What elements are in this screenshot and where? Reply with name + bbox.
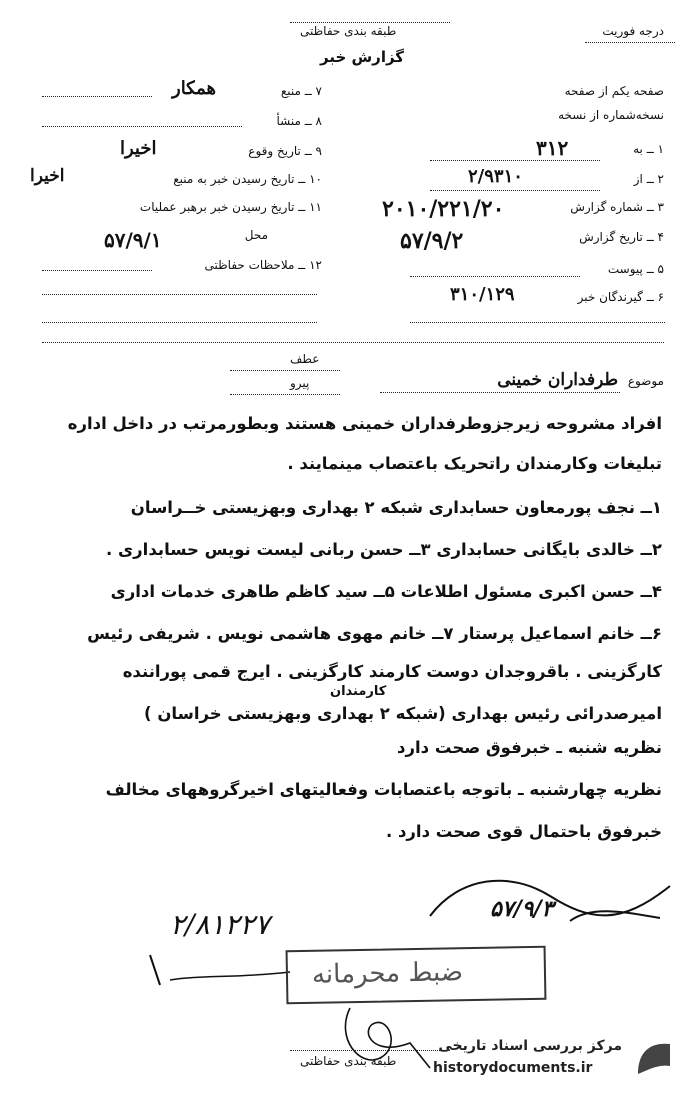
body-line-3: ۱ــ نجف پورمعاون حسابداری شبکه ۲ بهداری وبهزیستی خــراسان [130,498,662,517]
left-handwritten-note: ۲/۸۱۲۲۷ [170,908,270,941]
body-line-9: نظریه شنبه ـ خبرفوق صحت دارد [397,738,662,757]
classification-footer: طبقه بندی حفاظتی [300,1054,397,1068]
page-info: صفحه یکم از صفحه [564,84,664,98]
field-report-date-value: ۵۷/۹/۲ [400,228,464,254]
field-occurrence-date-label: ۹ ــ تاریخ وقوع [248,144,322,158]
field-to-value: ۳۱۲ [536,136,569,160]
body-line-8: امیرصدرائی رئیس بهداری (شبکه ۲ بهداری وبهزیستی خراسان ) [144,704,662,723]
peyro-label: پیرو [290,376,310,390]
field-from-value: ۲/۹۳۱۰ [468,166,523,187]
body-line-1: افراد مشروحه زیرجزوطرفداران خمینی هستند وبطورمرتب در داخل اداره [67,414,662,433]
field-report-date-label: ۴ ــ تاریخ گزارش [579,230,664,244]
body-line-7: کارگزینی . باقروجدان دوست کارمند کارگزینی . ایرج قمی پوراننده [122,662,662,681]
field-security-notes-label: ۱۲ ــ ملاحظات حفاظتی [204,258,322,272]
body-line-4: ۲ــ خالدی بایگانی حسابداری ۳ــ حسن ربانی لیست نویس حسابداری . [106,540,662,559]
body-line-6: ۶ــ خانم اسماعیل پرستار ۷ــ خانم مهوی هاشمی نویس . شریفی رئیس [87,624,662,643]
watermark [415,1034,680,1084]
body-line-2: تبلیغات وکارمندان راتحریک باعتصاب مینمایند . [287,454,662,473]
field-report-number-label: ۳ ــ شماره گزارش [570,200,664,214]
body-line-5: ۴ــ حسن اکبری مسئول اطلاعات ۵ــ سید کاظم طاهری خدمات اداری [110,582,662,601]
body-line-10: نظریه چهارشنبه ـ باتوجه باعتصابات وفعالیتهای اخیرگروههای مخالف [105,780,662,799]
field-leader-received-value: ۵۷/۹/۱ [104,228,162,252]
stamp-text: ضبط محرمانه [311,957,464,990]
field-origin-label: ۸ ــ منشأ [276,114,322,128]
dated-signature: ۵۷/۹/۳ [490,896,554,922]
field-source-received-value: اخیرا [30,166,65,186]
subject-label: موضوع [627,374,664,388]
priority-label: درجه فوریت [602,24,664,38]
field-recipients-label: ۶ ــ گیرندگان خبر [577,290,664,304]
field-report-number-value: ۲۰۱۰/۲۲۱/۲۰ [382,196,505,222]
left-note-underline [140,950,300,990]
watermark-title: مرکز بررسی اسناد تاریخی [438,1038,622,1054]
watermark-logo-icon [630,1036,676,1082]
classification-header: طبقه بندی حفاظتی [300,24,397,38]
field-source-label: ۷ ــ منبع [280,84,322,98]
archive-stamp [286,946,547,1005]
field-attachment-label: ۵ ــ پیوست [607,262,664,276]
body-line-inserted: کارمندان [330,684,387,699]
body-line-11: خبرفوق باحتمال قوی صحت دارد . [385,822,662,841]
field-source-value: همکار [172,78,217,99]
field-from-label: ۲ ــ از [633,172,664,186]
field-occurrence-date-value: اخیرا [120,138,157,159]
field-recipients-value: ۳۱۰/۱۲۹ [450,284,515,305]
subject-value: طرفداران خمینی [497,370,618,390]
atf-label: عطف [290,352,320,366]
report-title: گزارش خبر [320,48,405,66]
field-location-label: محل [244,228,268,242]
field-source-received-label: ۱۰ ــ تاریخ رسیدن خبر به منبع [173,172,322,186]
watermark-url: historydocuments.ir [433,1060,593,1076]
field-leader-received-label: ۱۱ ــ تاریخ رسیدن خبر برهبر عملیات [139,200,322,214]
field-to-label: ۱ ــ به [633,142,664,156]
copy-info: نسخه‌شماره از نسخه [558,108,664,122]
